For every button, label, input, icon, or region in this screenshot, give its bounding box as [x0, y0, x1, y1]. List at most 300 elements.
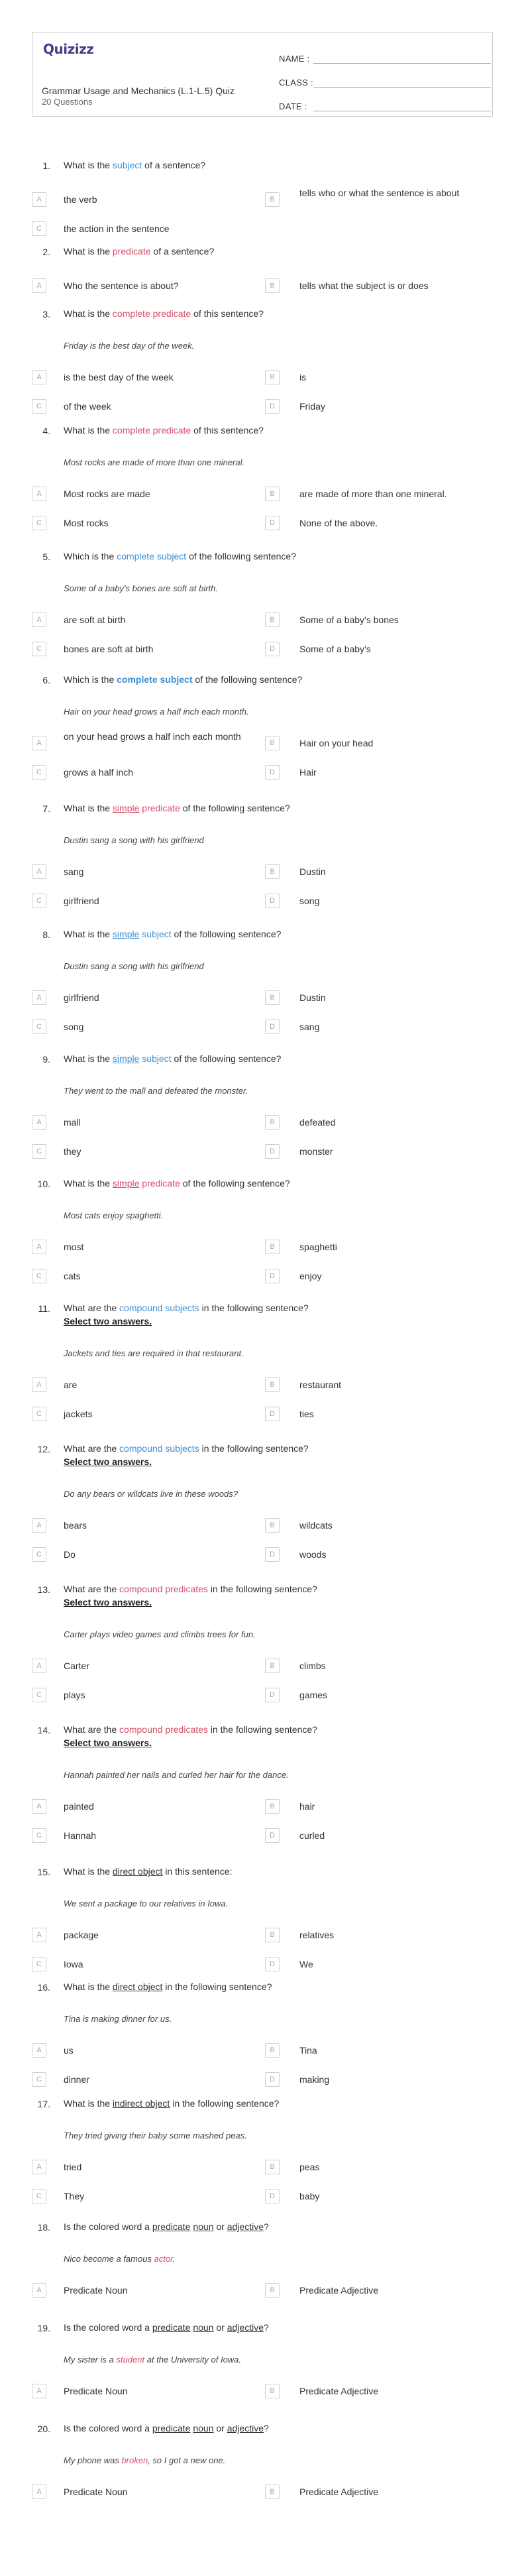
- question-prompt: [64, 424, 474, 437]
- option-text: Do: [64, 1549, 76, 1560]
- option-text: Hannah: [64, 1830, 97, 1841]
- option-letter-box[interactable]: C: [32, 1957, 46, 1971]
- prompt-segment: noun: [193, 2423, 214, 2433]
- option-letter-box[interactable]: B: [265, 370, 280, 384]
- prompt-segment: What is the: [64, 803, 113, 813]
- option-text: Predicate Noun: [64, 2487, 128, 2497]
- prompt-segment: of the following sentence?: [171, 929, 282, 939]
- option-letter-box[interactable]: D: [265, 1547, 280, 1562]
- student-info-fields: [279, 46, 491, 117]
- sentence-segment: Dustin sang a song with his girlfriend: [64, 961, 204, 971]
- question-prompt: [64, 245, 474, 258]
- option-text: Predicate Adjective: [299, 2285, 379, 2296]
- option-letter-box[interactable]: B: [265, 990, 280, 1005]
- question-prompt: [64, 550, 474, 563]
- question-number: 20.: [37, 2424, 50, 2434]
- prompt-segment: noun: [193, 2322, 214, 2333]
- option-letter-box[interactable]: B: [265, 2043, 280, 2058]
- example-sentence: [64, 1210, 474, 1220]
- option-text: spaghetti: [299, 1242, 337, 1252]
- prompt-segment: simple: [112, 1178, 140, 1189]
- option-letter-box[interactable]: A: [32, 613, 46, 627]
- prompt-segment: complete subject: [117, 551, 187, 561]
- question-prompt: [64, 1052, 474, 1065]
- question-prompt: [64, 1301, 474, 1328]
- quiz-title: Grammar Usage and Mechanics (L.1-L.5) Quiz: [42, 86, 235, 96]
- option-letter-box[interactable]: B: [265, 2283, 280, 2298]
- option-letter-box[interactable]: C: [32, 1688, 46, 1702]
- name-field[interactable]: [279, 46, 491, 70]
- select-two-instruction: Select two answers.: [64, 1597, 152, 1608]
- option-text: Dustin: [299, 992, 326, 1003]
- prompt-segment: complete subject: [117, 674, 193, 685]
- prompt-segment: ?: [264, 2221, 269, 2232]
- prompt-segment: ?: [264, 2322, 269, 2333]
- prompt-segment: ?: [264, 2423, 269, 2433]
- prompt-segment: predicate: [139, 1178, 180, 1189]
- example-sentence: [64, 457, 474, 467]
- prompt-segment: in the following sentence?: [170, 2098, 280, 2109]
- prompt-segment: compound predicates: [119, 1584, 208, 1594]
- option-letter-box[interactable]: D: [265, 2189, 280, 2203]
- option-letter-box[interactable]: D: [265, 516, 280, 530]
- option-text: peas: [299, 2162, 320, 2172]
- example-sentence: [64, 341, 474, 351]
- option-text: are made of more than one mineral.: [299, 489, 447, 499]
- prompt-segment: simple: [112, 803, 140, 813]
- sentence-segment: Carter plays video games and climbs trees for fun.: [64, 1629, 256, 1639]
- option-letter-box[interactable]: B: [265, 2160, 280, 2174]
- option-letter-box[interactable]: A: [32, 2160, 46, 2174]
- option-letter-box[interactable]: A: [32, 487, 46, 501]
- option-text: relatives: [299, 1930, 335, 1940]
- prompt-segment: adjective: [227, 2322, 264, 2333]
- select-two-instruction: Select two answers.: [64, 1456, 152, 1467]
- prompt-segment: complete predicate: [112, 425, 191, 436]
- option-letter-box[interactable]: A: [32, 2384, 46, 2398]
- option-letter-box[interactable]: B: [265, 736, 280, 750]
- option-letter-box[interactable]: D: [265, 1828, 280, 1843]
- prompt-segment: What is the: [64, 425, 113, 436]
- option-text: grows a half inch: [64, 767, 134, 778]
- sentence-segment: Jackets and ties are required in that restaurant.: [64, 1348, 244, 1358]
- question-prompt: [64, 2321, 474, 2334]
- option-letter-box[interactable]: D: [265, 642, 280, 656]
- option-letter-box[interactable]: B: [265, 1928, 280, 1942]
- prompt-segment: Which is the: [64, 674, 117, 685]
- prompt-segment: indirect object: [112, 2098, 170, 2109]
- option-text: Predicate Noun: [64, 2386, 128, 2396]
- option-text: cats: [64, 1271, 81, 1281]
- prompt-segment: in the following sentence?: [199, 1443, 309, 1454]
- option-letter-box[interactable]: C: [32, 1828, 46, 1843]
- prompt-segment: What is the: [64, 160, 113, 170]
- option-letter-box[interactable]: A: [32, 990, 46, 1005]
- option-text: Predicate Noun: [64, 2285, 128, 2296]
- example-sentence: [64, 2254, 474, 2264]
- class-field[interactable]: [279, 70, 491, 93]
- quizizz-logo: [43, 42, 93, 56]
- option-letter-box[interactable]: C: [32, 642, 46, 656]
- question-prompt: [64, 1582, 474, 1609]
- option-letter-box[interactable]: A: [32, 192, 46, 207]
- option-letter-box[interactable]: B: [265, 1659, 280, 1673]
- prompt-segment: subject: [112, 160, 142, 170]
- sentence-segment: My sister is a: [64, 2355, 117, 2365]
- option-letter-box[interactable]: D: [265, 1407, 280, 1421]
- option-text: wildcats: [299, 1520, 333, 1531]
- option-letter-box[interactable]: B: [265, 864, 280, 879]
- option-letter-box[interactable]: D: [265, 894, 280, 908]
- sentence-segment: Nico become a famous: [64, 2254, 154, 2264]
- question-number: 1.: [42, 160, 50, 171]
- prompt-segment: What is the: [64, 1178, 113, 1189]
- option-text: Most rocks are made: [64, 489, 150, 499]
- prompt-segment: of this sentence?: [191, 308, 264, 319]
- option-letter-box[interactable]: C: [32, 399, 46, 414]
- option-text: sang: [64, 866, 84, 877]
- prompt-segment: What is the: [64, 1981, 113, 1992]
- sentence-segment: broken: [121, 2455, 148, 2465]
- option-letter-box[interactable]: A: [32, 370, 46, 384]
- prompt-segment: What is the: [64, 2098, 113, 2109]
- option-letter-box[interactable]: B: [265, 1240, 280, 1254]
- sentence-segment: Most cats enjoy spaghetti.: [64, 1210, 164, 1220]
- prompt-segment: or: [213, 2322, 227, 2333]
- option-text: the verb: [64, 194, 97, 205]
- sentence-segment: My phone was: [64, 2455, 122, 2465]
- option-letter-box[interactable]: D: [265, 399, 280, 414]
- option-text: mall: [64, 1117, 81, 1128]
- question-prompt: [64, 1177, 474, 1190]
- option-letter-box[interactable]: A: [32, 1518, 46, 1533]
- prompt-segment: adjective: [227, 2221, 264, 2232]
- option-letter-box[interactable]: D: [265, 765, 280, 780]
- question-number: 10.: [37, 1179, 50, 1189]
- option-letter-box[interactable]: B: [265, 1115, 280, 1130]
- prompt-segment: of the following sentence?: [171, 1053, 282, 1064]
- option-letter-box[interactable]: D: [265, 1144, 280, 1159]
- option-text: jackets: [64, 1409, 93, 1419]
- option-text: Dustin: [299, 866, 326, 877]
- example-sentence: [64, 1770, 474, 1780]
- option-text: None of the above.: [299, 518, 378, 528]
- prompt-segment: predicate: [112, 246, 151, 257]
- option-text: most: [64, 1242, 84, 1252]
- option-text: restaurant: [299, 1379, 342, 1390]
- option-text: girlfriend: [64, 896, 99, 906]
- question-number: 17.: [37, 2099, 50, 2109]
- question-number: 15.: [37, 1867, 50, 1877]
- option-letter-box[interactable]: B: [265, 1799, 280, 1814]
- option-text: package: [64, 1930, 99, 1940]
- prompt-segment: complete predicate: [112, 308, 191, 319]
- question-number: 9.: [42, 1054, 50, 1065]
- option-text: us: [64, 2045, 74, 2056]
- option-text: Iowa: [64, 1959, 83, 1969]
- prompt-segment: adjective: [227, 2423, 264, 2433]
- option-text: Predicate Adjective: [299, 2487, 379, 2497]
- prompt-segment: What are the: [64, 1443, 120, 1454]
- name-label: NAME :: [279, 54, 310, 64]
- option-letter-box[interactable]: B: [265, 1377, 280, 1392]
- prompt-segment: in the following sentence?: [207, 1724, 317, 1735]
- logo-text: Quizizz: [43, 41, 94, 57]
- sentence-segment: student: [116, 2355, 145, 2365]
- option-text: is the best day of the week: [64, 372, 174, 382]
- option-letter-box[interactable]: D: [265, 1688, 280, 1702]
- example-sentence: [64, 961, 474, 971]
- option-text: song: [64, 1022, 84, 1032]
- question-prompt: [64, 2220, 474, 2233]
- select-two-instruction: Select two answers.: [64, 1737, 152, 1748]
- prompt-segment: predicate: [152, 2423, 191, 2433]
- sentence-segment: at the University of Iowa.: [144, 2355, 242, 2365]
- prompt-segment: What are the: [64, 1584, 120, 1594]
- prompt-segment: Is the colored word a: [64, 2322, 152, 2333]
- prompt-segment: of the following sentence?: [180, 1178, 290, 1189]
- option-text: plays: [64, 1690, 85, 1700]
- option-text: We: [299, 1959, 313, 1969]
- prompt-segment: direct object: [112, 1866, 163, 1877]
- option-text: Some of a baby's: [299, 644, 371, 654]
- sentence-segment: Hair on your head grows a half inch each month.: [64, 707, 249, 717]
- option-text: sang: [299, 1022, 320, 1032]
- option-letter-box[interactable]: A: [32, 736, 46, 750]
- option-letter-box[interactable]: C: [32, 1407, 46, 1421]
- question-prompt: [64, 801, 474, 815]
- option-letter-box[interactable]: C: [32, 1020, 46, 1034]
- example-sentence: [64, 1348, 474, 1358]
- option-letter-box[interactable]: C: [32, 221, 46, 236]
- prompt-segment: direct object: [112, 1981, 163, 1992]
- option-letter-box[interactable]: C: [32, 894, 46, 908]
- option-letter-box[interactable]: D: [265, 2072, 280, 2087]
- prompt-segment: simple: [112, 929, 140, 939]
- question-prompt: [64, 307, 474, 320]
- prompt-segment: What are the: [64, 1303, 120, 1313]
- question-number: 4.: [42, 426, 50, 436]
- option-letter-box[interactable]: C: [32, 1144, 46, 1159]
- prompt-segment: What is the: [64, 1053, 113, 1064]
- prompt-segment: compound subjects: [119, 1303, 199, 1313]
- option-text: Most rocks: [64, 518, 109, 528]
- question-number: 6.: [42, 675, 50, 685]
- option-letter-box[interactable]: A: [32, 2485, 46, 2499]
- example-sentence: [64, 707, 474, 717]
- option-letter-box[interactable]: A: [32, 2043, 46, 2058]
- question-number: 18.: [37, 2222, 50, 2233]
- option-letter-box[interactable]: A: [32, 278, 46, 293]
- prompt-segment: in this sentence:: [162, 1866, 233, 1877]
- prompt-segment: subject: [139, 1053, 172, 1064]
- option-letter-box[interactable]: D: [265, 1269, 280, 1283]
- option-text: monster: [299, 1146, 333, 1157]
- prompt-segment: What is the: [64, 246, 113, 257]
- question-prompt: [64, 2422, 474, 2435]
- option-letter-box[interactable]: A: [32, 1928, 46, 1942]
- option-text: girlfriend: [64, 992, 99, 1003]
- prompt-segment: of the following sentence?: [180, 803, 290, 813]
- option-letter-box[interactable]: A: [32, 1115, 46, 1130]
- option-text: enjoy: [299, 1271, 322, 1281]
- option-text: Some of a baby's bones: [299, 615, 399, 625]
- option-text: curled: [299, 1830, 325, 1841]
- question-prompt: [64, 1980, 474, 1993]
- option-text: of the week: [64, 401, 111, 412]
- sentence-segment: Hannah painted her nails and curled her hair for the dance.: [64, 1770, 289, 1780]
- question-prompt: [64, 1442, 474, 1468]
- option-text: They: [64, 2191, 85, 2201]
- prompt-segment: of the following sentence?: [192, 674, 303, 685]
- option-letter-box[interactable]: C: [32, 516, 46, 530]
- sentence-segment: .: [173, 2254, 176, 2264]
- option-letter-box[interactable]: C: [32, 2189, 46, 2203]
- option-text: song: [299, 896, 320, 906]
- option-text: hair: [299, 1801, 315, 1812]
- option-letter-box[interactable]: C: [32, 765, 46, 780]
- option-letter-box[interactable]: A: [32, 1659, 46, 1673]
- question-number: 3.: [42, 309, 50, 320]
- question-number: 2.: [42, 247, 50, 257]
- option-letter-box[interactable]: B: [265, 192, 280, 207]
- question-prompt: [64, 2097, 474, 2110]
- option-text: bears: [64, 1520, 87, 1531]
- prompt-segment: compound subjects: [119, 1443, 199, 1454]
- option-text: climbs: [299, 1661, 326, 1671]
- option-text: baby: [299, 2191, 320, 2201]
- option-letter-box[interactable]: C: [32, 1547, 46, 1562]
- option-text: Hair: [299, 767, 317, 778]
- prompt-segment: Is the colored word a: [64, 2423, 152, 2433]
- prompt-segment: or: [213, 2423, 227, 2433]
- prompt-segment: noun: [193, 2221, 214, 2232]
- option-text: woods: [299, 1549, 327, 1560]
- prompt-segment: of this sentence?: [191, 425, 264, 436]
- example-sentence: [64, 1899, 474, 1908]
- option-letter-box[interactable]: B: [265, 278, 280, 293]
- worksheet-header: [32, 32, 493, 117]
- question-number: 16.: [37, 1982, 50, 1993]
- sentence-segment: Some of a baby's bones are soft at birth.: [64, 583, 219, 593]
- sentence-segment: We sent a package to our relatives in Iowa.: [64, 1899, 229, 1908]
- option-letter-box[interactable]: A: [32, 2283, 46, 2298]
- example-sentence: [64, 2014, 474, 2024]
- example-sentence: [64, 1086, 474, 1096]
- prompt-segment: predicate: [152, 2221, 191, 2232]
- prompt-segment: What is the: [64, 308, 113, 319]
- question-number: 19.: [37, 2323, 50, 2333]
- question-prompt: [64, 1865, 474, 1878]
- sentence-segment: Friday is the best day of the week.: [64, 341, 195, 351]
- question-prompt: [64, 927, 474, 941]
- example-sentence: [64, 2455, 474, 2465]
- option-text: defeated: [299, 1117, 336, 1128]
- question-prompt: [64, 673, 474, 686]
- prompt-segment: What is the: [64, 1866, 113, 1877]
- sentence-segment: , so I got a new one.: [148, 2455, 226, 2465]
- class-line: [313, 87, 491, 88]
- prompt-segment: or: [213, 2221, 227, 2232]
- example-sentence: [64, 583, 474, 593]
- option-letter-box[interactable]: A: [32, 1240, 46, 1254]
- question-number: 11.: [38, 1303, 50, 1314]
- date-label: DATE :: [279, 101, 307, 111]
- option-letter-box[interactable]: A: [32, 864, 46, 879]
- option-letter-box[interactable]: B: [265, 2384, 280, 2398]
- option-letter-box[interactable]: C: [32, 2072, 46, 2087]
- option-text: are: [64, 1379, 78, 1390]
- sentence-segment: Do any bears or wildcats live in these woods?: [64, 1489, 238, 1499]
- option-text: bones are soft at birth: [64, 644, 154, 654]
- option-text: painted: [64, 1801, 94, 1812]
- option-letter-box[interactable]: B: [265, 613, 280, 627]
- option-text: Hair on your head: [299, 738, 374, 748]
- option-text: on your head grows a half inch each month: [64, 731, 241, 742]
- option-text: the action in the sentence: [64, 223, 170, 234]
- example-sentence: [64, 835, 474, 845]
- example-sentence: [64, 1629, 474, 1639]
- option-letter-box[interactable]: B: [265, 2485, 280, 2499]
- example-sentence: [64, 1489, 474, 1499]
- prompt-segment: predicate: [152, 2322, 191, 2333]
- prompt-segment: in the following sentence?: [162, 1981, 272, 1992]
- option-text: Carter: [64, 1661, 89, 1671]
- question-prompt: [64, 1723, 474, 1749]
- prompt-segment: simple: [112, 1053, 140, 1064]
- option-text: making: [299, 2074, 330, 2085]
- prompt-segment: predicate: [139, 803, 180, 813]
- question-number: 13.: [37, 1584, 50, 1595]
- example-sentence: [64, 2131, 474, 2140]
- option-letter-box[interactable]: B: [265, 487, 280, 501]
- select-two-instruction: Select two answers.: [64, 1316, 152, 1326]
- date-field[interactable]: [279, 93, 491, 117]
- name-line: [313, 63, 491, 64]
- option-text: they: [64, 1146, 81, 1157]
- option-text: tells what the subject is or does: [299, 280, 429, 291]
- option-text: Friday: [299, 401, 325, 412]
- option-text: tells who or what the sentence is about: [299, 188, 460, 198]
- prompt-segment: Which is the: [64, 551, 117, 561]
- question-count: 20 Questions: [42, 97, 93, 107]
- question-prompt: [64, 158, 474, 172]
- sentence-segment: They tried giving their baby some mashed peas.: [64, 2131, 247, 2140]
- class-label: CLASS :: [279, 78, 313, 88]
- prompt-segment: in the following sentence?: [207, 1584, 317, 1594]
- sentence-segment: Most rocks are made of more than one mineral.: [64, 457, 245, 467]
- option-letter-box[interactable]: D: [265, 1020, 280, 1034]
- option-text: are soft at birth: [64, 615, 126, 625]
- option-text: Predicate Adjective: [299, 2386, 379, 2396]
- option-letter-box[interactable]: A: [32, 1799, 46, 1814]
- option-text: games: [299, 1690, 328, 1700]
- question-number: 7.: [42, 803, 50, 814]
- option-letter-box[interactable]: D: [265, 1957, 280, 1971]
- question-number: 14.: [37, 1725, 50, 1735]
- prompt-segment: Is the colored word a: [64, 2221, 152, 2232]
- option-letter-box[interactable]: A: [32, 1377, 46, 1392]
- option-text: Tina: [299, 2045, 317, 2056]
- option-text: ties: [299, 1409, 314, 1419]
- sentence-segment: Dustin sang a song with his girlfriend: [64, 835, 204, 845]
- option-text: tried: [64, 2162, 82, 2172]
- prompt-segment: compound predicates: [119, 1724, 208, 1735]
- option-letter-box[interactable]: C: [32, 1269, 46, 1283]
- option-letter-box[interactable]: B: [265, 1518, 280, 1533]
- sentence-segment: They went to the mall and defeated the monster.: [64, 1086, 248, 1096]
- prompt-segment: of the following sentence?: [186, 551, 296, 561]
